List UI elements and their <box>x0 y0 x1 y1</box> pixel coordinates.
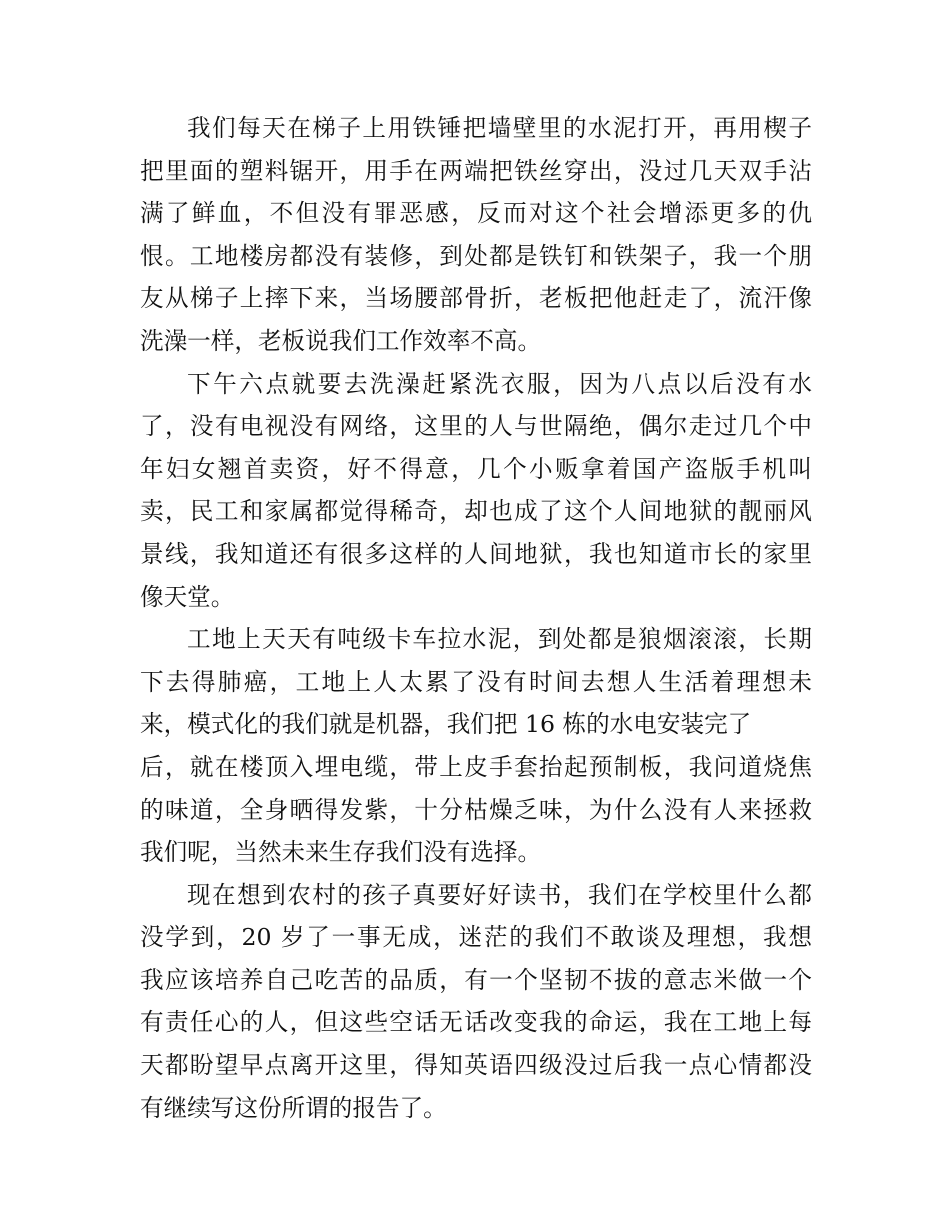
text-line: 来，模式化的我们就是机器，我们把 16 栋的水电安装完了 <box>140 710 752 739</box>
text-line: 后，就在楼顶入埋电缆，带上皮手套抬起预制板，我问道烧焦 <box>140 752 812 781</box>
text-line: 的味道，全身晒得发紫，十分枯燥乏味，为什么没有人来拯救 <box>140 795 812 824</box>
text-line: 像天堂。 <box>140 582 235 611</box>
text-line: 友从梯子上摔下来，当场腰部骨折，老板把他赶走了，流汗像 <box>140 284 812 313</box>
text-line: 把里面的塑料锯开，用手在两端把铁丝穿出，没过几天双手沾 <box>140 156 812 185</box>
text-line: 工地上天天有吨级卡车拉水泥，到处都是狼烟滚滚，长期 <box>187 625 812 654</box>
paragraph-3 <box>140 618 812 874</box>
paragraph-4 <box>140 874 812 1130</box>
text-line: 天都盼望早点离开这里，得知英语四级没过后我一点心情都没 <box>140 1051 812 1080</box>
text-line: 恨。工地楼房都没有装修，到处都是铁钉和铁架子，我一个朋 <box>140 241 812 270</box>
paragraph-2 <box>140 363 812 619</box>
text-line: 洗澡一样，老板说我们工作效率不高。 <box>140 326 542 355</box>
text-line: 现在想到农村的孩子真要好好读书，我们在学校里什么都 <box>187 880 812 909</box>
document-body <box>140 107 812 1129</box>
text-line: 卖，民工和家属都觉得稀奇，却也成了这个人间地狱的靓丽风 <box>140 497 812 526</box>
text-line: 满了鲜血，不但没有罪恶感，反而对这个社会增添更多的仇 <box>140 199 812 228</box>
text-line: 没学到，20 岁了一事无成，迷茫的我们不敢谈及理想，我想 <box>140 923 812 952</box>
text-line: 我应该培养自己吃苦的品质，有一个坚韧不拔的意志米做一个 <box>140 965 812 994</box>
text-line: 景线，我知道还有很多这样的人间地狱，我也知道市长的家里 <box>140 539 812 568</box>
text-line: 下午六点就要去洗澡赶紧洗衣服，因为八点以后没有水 <box>187 369 812 398</box>
text-line: 有继续写这份所谓的报告了。 <box>140 1093 447 1122</box>
text-line: 我们呢，当然未来生存我们没有选择。 <box>140 838 542 867</box>
text-line: 有责任心的人，但这些空话无话改变我的命运，我在工地上每 <box>140 1008 812 1037</box>
paragraph-1 <box>140 107 812 363</box>
text-line: 年妇女翘首卖资，好不得意，几个小贩拿着国产盗版手机叫 <box>140 454 812 483</box>
text-line: 我们每天在梯子上用铁锤把墙壁里的水泥打开，再用楔子 <box>187 114 812 142</box>
text-line: 了，没有电视没有网络，这里的人与世隔绝，偶尔走过几个中 <box>140 412 812 441</box>
text-line: 下去得肺癌，工地上人太累了没有时间去想人生活着理想未 <box>140 667 812 696</box>
